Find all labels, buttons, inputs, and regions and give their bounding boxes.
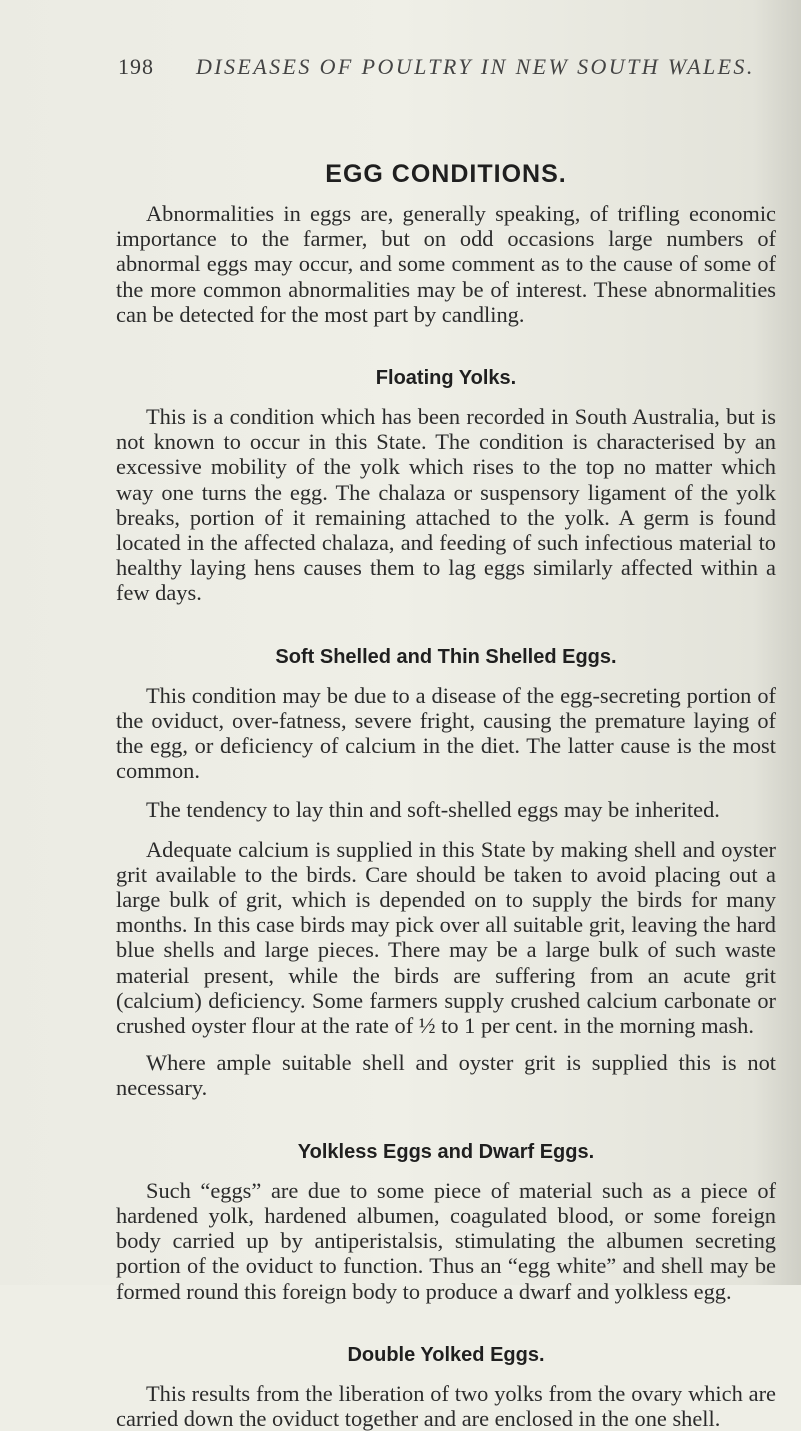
section-paragraph: Adequate calcium is supplied in this State by making shell and oyster grit available to the birds. Care should be taken to avoid placing out a large bulk of grit, which is depended on to supply the birds for many months. In this case birds may pick over all suitable grit, leaving the hard blue shells and large pieces. There may be a large bulk of such waste material present, while the birds are suffering from an acute grit (calcium) deficiency. Some farmers supply crushed calcium carbonate or crushed oyster flour at the rate of ½ to 1 per cent. in the morning mash.: [116, 836, 776, 1039]
section-paragraph: This is a condition which has been recorded in South Australia, but is not known to occur in this State. The condition is characterised by an excessive mobility of the yolk which rises to the top no matter which way one turns the egg. The chalaza or suspensory ligament of the yolk breaks, portion of it remaining attached to the yolk. A germ is found located in the affected chalaza, and feeding of such infectious material to healthy laying hens causes them to lag eggs similarly affected within a few days.: [116, 404, 776, 606]
section-yolkless-dwarf-eggs: [116, 1141, 776, 1304]
section-heading: Floating Yolks.: [375, 367, 517, 390]
section-paragraph: This condition may be due to a disease of the egg-secreting portion of the oviduct, over-fatness, severe fright, causing the premature laying of the egg, or deficiency of calcium in the diet. The latter cause is the most common.: [116, 682, 776, 784]
section-paragraph: Such “eggs” are due to some piece of material such as a piece of hardened yolk, hardened albumen, coagulated blood, or some foreign body carried up by antiperistalsis, stimulating the albumen secreting portion of the oviduct to function. Thus an “egg white” and shell may be formed round this foreign body to produce a dwarf and yolkless egg.: [116, 1177, 776, 1304]
running-head: [118, 54, 778, 88]
section-heading: Double Yolked Eggs.: [347, 1343, 545, 1366]
section-soft-shelled-eggs: [116, 646, 776, 1101]
running-title: DISEASES OF POULTRY IN NEW SOUTH WALES.: [196, 54, 755, 79]
section-paragraph: This results from the liberation of two yolks from the ovary which are carried down the oviduct together and are enclosed in the one shell.: [116, 1380, 776, 1431]
intro-paragraph: Abnormalities in eggs are, generally speaking, of trifling economic importance to the farmer, but on odd occasions large numbers of abnormal eggs may occur, and some comment as to the cause of some of the more common abnormalities may be of interest. These abnormalities can be detected for the most part by candling.: [116, 201, 776, 327]
section-heading: Soft Shelled and Thin Shelled Eggs.: [275, 645, 617, 668]
section-double-yolked-eggs: [116, 1344, 776, 1431]
section-heading: Yolkless Eggs and Dwarf Eggs.: [297, 1140, 595, 1163]
page-number: 198: [118, 54, 154, 79]
section-floating-yolks: [116, 367, 776, 606]
chapter-title: EGG CONDITIONS.: [325, 160, 567, 188]
section-paragraph: The tendency to lay thin and soft-shelled eggs may be inherited.: [146, 797, 720, 823]
section-paragraph: Where ample suitable shell and oyster grit is supplied this is not necessary.: [116, 1050, 776, 1101]
page-content: [116, 160, 776, 1431]
